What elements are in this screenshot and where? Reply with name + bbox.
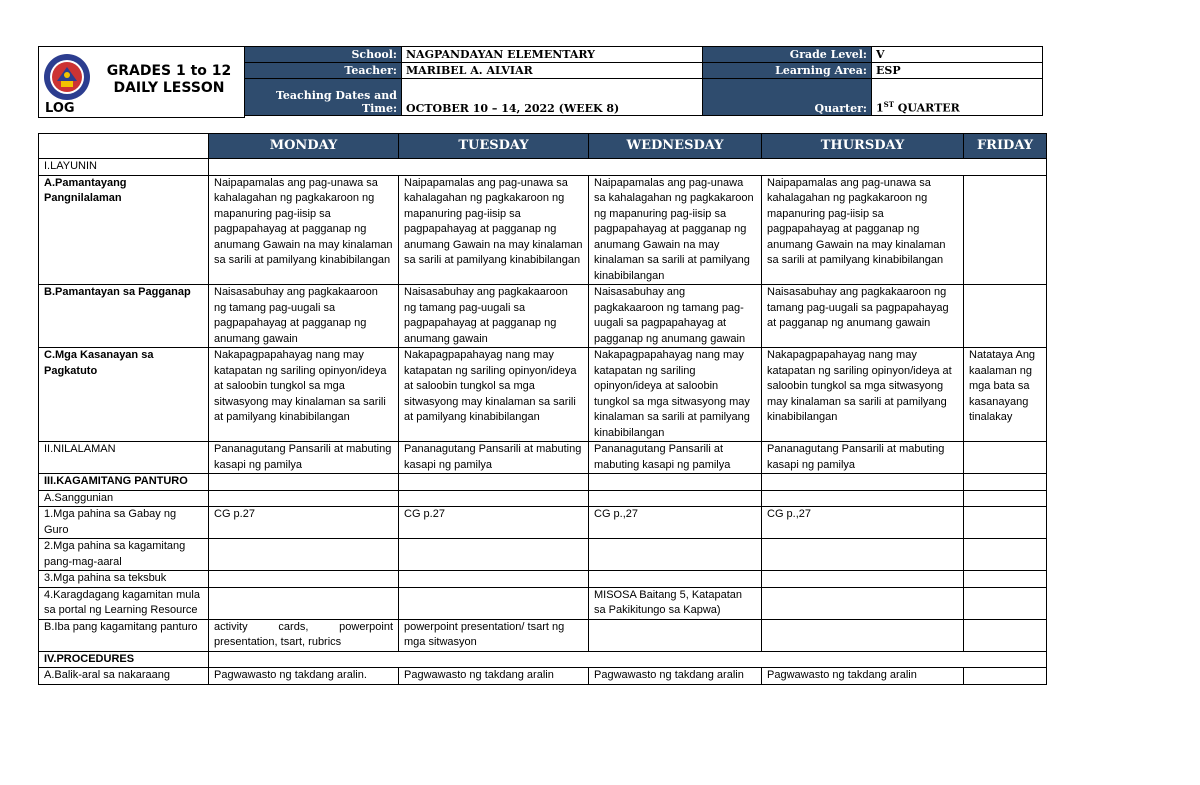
cell <box>399 571 589 588</box>
cell <box>762 539 964 571</box>
table-row <box>39 668 1047 685</box>
table-row <box>39 175 1047 285</box>
table-row <box>39 285 1047 348</box>
day-thursday: THURSDAY <box>762 134 964 159</box>
row-label: III.KAGAMITANG PANTURO <box>39 474 209 491</box>
cell: Naisasabuhay ang pagkakaaroon ng tamang pag-uugali sa pagpapahayag at pagganap ng anumang gawain <box>209 285 399 348</box>
table-row <box>39 442 1047 474</box>
cell <box>964 619 1047 651</box>
cell <box>399 587 589 619</box>
cell <box>964 442 1047 474</box>
day-monday: MONDAY <box>209 134 399 159</box>
table-row <box>39 571 1047 588</box>
header <box>38 46 1050 118</box>
deped-seal-icon <box>43 53 91 101</box>
cell <box>209 587 399 619</box>
cell: Natataya Ang kaalaman ng mga bata sa kasanayang tinalakay <box>964 348 1047 442</box>
grade-label: Grade Level: <box>703 47 872 63</box>
dates-label-line2: Time: <box>361 102 397 115</box>
cell <box>964 587 1047 619</box>
dates-label-line1: Teaching Dates and <box>275 89 397 102</box>
cell <box>589 619 762 651</box>
row-label: IV.PROCEDURES <box>39 651 209 668</box>
table-row <box>39 348 1047 442</box>
cell: Nakapagpapahayag nang may katapatan ng sariling opinyon/ideya at saloobin tungkol sa mga sitwasyong may kinalaman sa sarili at pamilyang kinabibilangan <box>589 348 762 442</box>
cell <box>964 668 1047 685</box>
cell <box>589 490 762 507</box>
table-row <box>39 539 1047 571</box>
teacher-label: Teacher: <box>245 63 402 79</box>
table-row <box>39 587 1047 619</box>
cell <box>209 474 399 491</box>
title-line-2: DAILY LESSON <box>113 80 225 96</box>
cell <box>399 539 589 571</box>
table-row <box>39 490 1047 507</box>
dll-title <box>95 63 243 97</box>
cell <box>964 539 1047 571</box>
row-label: 2.Mga pahina sa kagamitang pang-mag-aaral <box>39 539 209 571</box>
cell <box>762 474 964 491</box>
area-value: ESP <box>872 63 1043 79</box>
info-table <box>244 46 1043 116</box>
quarter-rest: QUARTER <box>893 102 960 115</box>
cell: Pananagutang Pansarili at mabuting kasapi ng pamilya <box>209 442 399 474</box>
cell: CG p.27 <box>209 507 399 539</box>
cell <box>964 507 1047 539</box>
cell <box>964 285 1047 348</box>
row-label: II.NILALAMAN <box>39 442 209 474</box>
day-friday: FRIDAY <box>964 134 1047 159</box>
cell <box>589 474 762 491</box>
cell: Naipapamalas ang pag-unawa sa kahalagahan ng pagkakaroon ng mapanuring pag-iisip sa pagpapahayag at pagganap ng anumang Gawain na may kinalaman sa sarili at pamilyang kinabibilangan <box>762 175 964 285</box>
teacher-value: MARIBEL A. ALVIAR <box>402 63 703 79</box>
row-label: 1.Mga pahina sa Gabay ng Guro <box>39 507 209 539</box>
row-label: B.Pamantayan sa Pagganap <box>39 285 209 348</box>
section-span <box>209 159 1047 176</box>
cell <box>964 175 1047 285</box>
table-row <box>39 507 1047 539</box>
cell <box>964 571 1047 588</box>
cell <box>399 474 589 491</box>
cell <box>589 571 762 588</box>
cell: CG p.27 <box>399 507 589 539</box>
cell: Pagwawasto ng takdang aralin <box>589 668 762 685</box>
title-line-1: GRADES 1 to 12 <box>106 63 232 79</box>
cell: MISOSA Baitang 5, Katapatan sa Pakikitungo sa Kapwa) <box>589 587 762 619</box>
cell: Naisasabuhay ang pagkakaaroon ng tamang pag-uugali sa pagpapahayag at pagganap ng anumang gawain <box>762 285 964 348</box>
corner-cell <box>39 134 209 159</box>
cell: CG p.,27 <box>762 507 964 539</box>
quarter-label: Quarter: <box>703 79 872 116</box>
grade-value: V <box>872 47 1043 63</box>
cell: powerpoint presentation/ tsart ng mga sitwasyon <box>399 619 589 651</box>
dates-value: OCTOBER 10 – 14, 2022 (WEEK 8) <box>402 79 703 116</box>
table-row <box>39 474 1047 491</box>
cell <box>399 490 589 507</box>
cell <box>964 474 1047 491</box>
quarter-value <box>872 79 1043 116</box>
dates-label <box>245 79 402 116</box>
cell: Pananagutang Pansarili at mabuting kasapi ng pamilya <box>399 442 589 474</box>
cell: Nakapagpapahayag nang may katapatan ng sariling opinyon/ideya at saloobin tungkol sa mga sitwasyong may kinalaman sa sarili at pamilyang kinabibilangan <box>399 348 589 442</box>
row-label: A.Sanggunian <box>39 490 209 507</box>
cell <box>209 571 399 588</box>
quarter-num: 1 <box>876 102 884 115</box>
cell <box>209 539 399 571</box>
cell: Naipapamalas ang pag-unawa sa kahalagahan ng pagkakaroon ng mapanuring pag-iisip sa pagpapahayag at pagganap ng anumang Gawain na may kinalaman sa sarili at pamilyang kinabibilangan <box>399 175 589 285</box>
quarter-sup: ST <box>883 100 894 110</box>
table-row <box>39 651 1047 668</box>
row-label: C.Mga Kasanayan sa Pagkatuto <box>39 348 209 442</box>
days-header-row <box>39 134 1047 159</box>
cell <box>762 571 964 588</box>
cell: Nakapagpapahayag nang may katapatan ng sariling opinyon/ideya at saloobin tungkol sa mga sitwasyong may kinalaman sa sarili at pamilyang kinabibilangan <box>762 348 964 442</box>
school-label: School: <box>245 47 402 63</box>
cell <box>589 539 762 571</box>
row-label: A.Balik-aral sa nakaraang <box>39 668 209 685</box>
day-tuesday: TUESDAY <box>399 134 589 159</box>
cell: Naisasabuhay ang pagkakaaroon ng tamang pag-uugali sa pagpapahayag at pagganap ng anumang gawain <box>589 285 762 348</box>
cell <box>964 490 1047 507</box>
cell: CG p.,27 <box>589 507 762 539</box>
cell: Naisasabuhay ang pagkakaaroon ng tamang pag-uugali sa pagpapahayag at pagganap ng anumang gawain <box>399 285 589 348</box>
title-line-3: LOG <box>45 101 75 116</box>
cell: Naipapamalas ang pag-unawa sa kahalagahan ng pagkakaroon ng mapanuring pag-iisip sa pagpapahayag at pagganap ng anumang Gawain na may kinalaman sa sarili at pamilyang kinabibilangan <box>209 175 399 285</box>
row-label: B.Iba pang kagamitang panturo <box>39 619 209 651</box>
row-label: 4.Karagdagang kagamitan mula sa portal ng Learning Resource <box>39 587 209 619</box>
cell: Pananagutang Pansarili at mabuting kasapi ng pamilya <box>762 442 964 474</box>
row-label: 3.Mga pahina sa teksbuk <box>39 571 209 588</box>
row-label: A.Pamantayang Pangnilalaman <box>39 175 209 285</box>
cell: Pagwawasto ng takdang aralin <box>762 668 964 685</box>
title-block <box>38 46 245 118</box>
school-value: NAGPANDAYAN ELEMENTARY <box>402 47 703 63</box>
day-wednesday: WEDNESDAY <box>589 134 762 159</box>
cell: Pagwawasto ng takdang aralin. <box>209 668 399 685</box>
cell <box>209 490 399 507</box>
cell: Naipapamalas ang pag-unawa sa kahalagahan ng pagkakaroon ng mapanuring pag-iisip sa pagpapahayag at pagganap ng anumang Gawain na may kinalaman sa sarili at pamilyang kinabibilangan <box>589 175 762 285</box>
table-row <box>39 619 1047 651</box>
cell: Nakapagpapahayag nang may katapatan ng sariling opinyon/ideya at saloobin tungkol sa mga sitwasyong may kinalaman sa sarili at pamilyang kinabibilangan <box>209 348 399 442</box>
area-label: Learning Area: <box>703 63 872 79</box>
table-row <box>39 159 1047 176</box>
cell: Pagwawasto ng takdang aralin <box>399 668 589 685</box>
lesson-table <box>38 133 1047 685</box>
section-span <box>209 651 1047 668</box>
cell <box>762 619 964 651</box>
cell <box>762 587 964 619</box>
cell <box>762 490 964 507</box>
row-label: I.LAYUNIN <box>39 159 209 176</box>
cell: Pananagutang Pansarili at mabuting kasapi ng pamilya <box>589 442 762 474</box>
cell: activity cards, powerpoint presentation, tsart, rubrics <box>209 619 399 651</box>
